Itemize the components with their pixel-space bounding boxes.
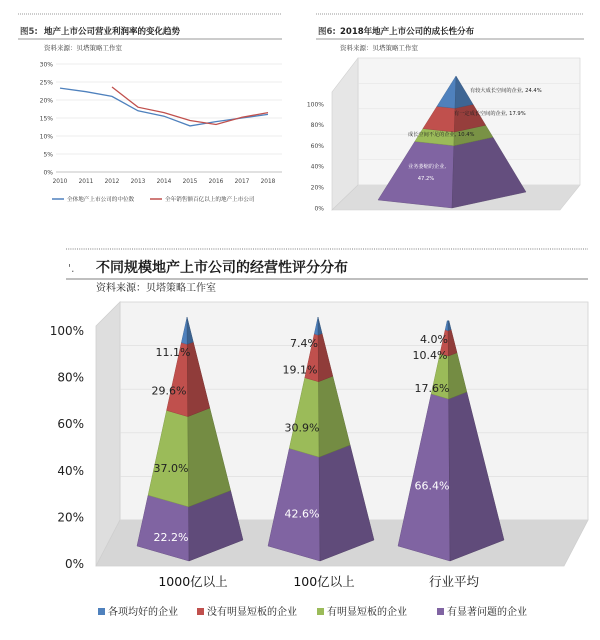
fig6-ytick-label: 80%: [310, 122, 324, 130]
fig6-ytick-label: 0%: [314, 205, 324, 213]
main-ytick-label: 20%: [57, 510, 84, 525]
fig5-xtick-label: 2016: [208, 179, 224, 185]
main-data-label: 4.0%: [420, 333, 448, 347]
main-data-label: 30.9%: [284, 421, 320, 435]
fig6-pyramid-chart: [307, 58, 580, 212]
fig5-source: 资料来源：贝塔策略工作室: [44, 44, 122, 52]
fig6-ytick-label: 40%: [310, 163, 324, 171]
main-legend-swatch: [197, 608, 204, 615]
fig5-ytick-label: 15%: [39, 115, 53, 123]
fig5-ytick-label: 5%: [43, 151, 53, 159]
fig5-legend-label: 全年销售额百亿以上的地产上市公司: [165, 197, 255, 203]
main-data-label: 42.6%: [284, 507, 320, 521]
fig5-ytick-label: 25%: [39, 79, 53, 87]
main-category-label: 100亿以上: [293, 574, 355, 589]
main-data-label: 37.0%: [153, 462, 189, 476]
main-data-label: 11.1%: [155, 346, 191, 360]
fig5-xtick-label: 2010: [52, 179, 68, 185]
main-data-label: 29.6%: [151, 384, 187, 398]
fig6-side-wall: [332, 58, 358, 210]
main-legend-swatch: [98, 608, 105, 615]
fig5-label: 图5:: [20, 27, 38, 37]
main-legend-swatch: [437, 608, 444, 615]
fig6-label: 图6:: [318, 27, 336, 37]
fig5-line-chart: [40, 61, 282, 203]
fig5-legend-label: 全体地产上市公司的中位数: [67, 197, 135, 203]
main-ytick-label: 80%: [57, 370, 84, 385]
fig5-header: [18, 14, 282, 52]
fig5-ytick-label: 10%: [39, 133, 53, 141]
fig6-ytick-label: 100%: [306, 101, 324, 109]
fig5-xtick-label: 2017: [234, 179, 250, 185]
fig5-ytick-label: 20%: [39, 97, 53, 105]
fig6-segment-label: 成长空间不足的企业, 10.4%: [408, 132, 475, 138]
main-legend-label: 没有明显短板的企业: [207, 607, 297, 618]
main-data-label: 7.4%: [290, 337, 318, 351]
main-title: 不同规模地产上市公司的经营性评分分布: [96, 260, 348, 276]
main-legend-label: 各项均好的企业: [108, 607, 178, 618]
main-data-label: 19.1%: [282, 363, 318, 377]
fig6-ytick-label: 20%: [310, 184, 324, 192]
main-marker: '.: [68, 262, 75, 275]
main-ytick-label: 40%: [57, 463, 84, 478]
main-legend-label: 有明显短板的企业: [327, 607, 407, 618]
main-data-label: 17.6%: [414, 381, 450, 395]
fig5-title: 地产上市公司营业利润率的变化趋势: [44, 27, 181, 37]
main-stacked-pyramid-chart: [50, 302, 588, 618]
fig5-xtick-label: 2018: [260, 179, 276, 185]
fig6-source: 资料来源：贝塔策略工作室: [340, 44, 418, 52]
main-data-label: 22.2%: [153, 531, 189, 545]
main-source: 资料来源：贝塔策略工作室: [96, 283, 216, 294]
fig5-ytick-label: 30%: [39, 61, 53, 69]
main-category-label: 行业平均: [428, 574, 480, 589]
main-data-label: 66.4%: [414, 479, 450, 493]
main-header: [66, 249, 588, 294]
main-category-label: 1000亿以上: [158, 574, 228, 589]
fig6-segment-value: 47.2%: [417, 176, 435, 182]
fig5-xtick-label: 2015: [182, 179, 198, 185]
main-legend-swatch: [317, 608, 324, 615]
fig6-segment-label: 有较大成长空间的企业, 24.4%: [470, 88, 542, 94]
main-legend-label: 有显著问题的企业: [447, 607, 527, 618]
fig6-header: [316, 14, 584, 52]
fig6-segment-label: 有一定成长空间的企业, 17.9%: [454, 111, 526, 117]
fig6-segment-label: 业务萎缩的企业,: [408, 164, 446, 170]
main-ytick-label: 0%: [64, 557, 84, 571]
main-data-label: 10.4%: [412, 349, 448, 363]
fig5-ytick-label: 0%: [43, 169, 53, 177]
main-ytick-label: 100%: [49, 324, 84, 338]
fig5-series-line: [112, 87, 268, 125]
fig5-xtick-label: 2011: [78, 179, 94, 185]
fig6-ytick-label: 60%: [310, 142, 324, 150]
fig5-xtick-label: 2014: [156, 179, 172, 185]
fig5-series-line: [60, 88, 268, 126]
fig5-xtick-label: 2012: [104, 179, 120, 185]
fig5-xtick-label: 2013: [130, 179, 146, 185]
main-ytick-label: 60%: [57, 417, 84, 432]
fig6-title: 2018年地产上市公司的成长性分布: [340, 27, 475, 37]
